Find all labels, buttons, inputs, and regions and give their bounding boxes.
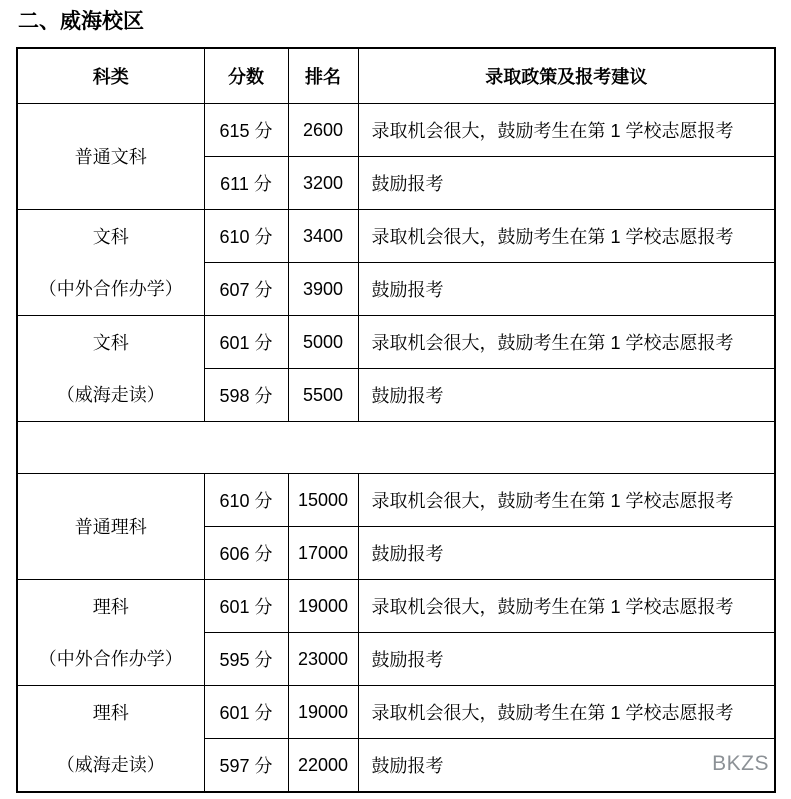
category-subname: （威海走读）: [56, 754, 165, 775]
advice-cell: 录取机会很大，鼓励考生在第 1 学校志愿报考: [358, 686, 775, 739]
category-name: 理科: [92, 702, 129, 723]
advice-cell: 鼓励报考: [358, 157, 775, 210]
header-rank: 排名: [288, 48, 358, 104]
spacer-cell: [17, 422, 775, 474]
rank-cell: 3900: [288, 263, 358, 316]
category-subname: （中外合作办学）: [38, 648, 183, 669]
table-row: [17, 686, 775, 739]
category-name: 普通理科: [74, 516, 147, 537]
admission-score-table: [16, 47, 776, 793]
category-cell: [17, 316, 204, 422]
score-cell: 610 分: [204, 210, 288, 263]
category-name: 文科: [92, 332, 129, 353]
advice-cell: 鼓励报考: [358, 369, 775, 422]
table-row: [17, 474, 775, 527]
category-cell: [17, 210, 204, 316]
advice-cell: 鼓励报考: [358, 527, 775, 580]
rank-cell: 23000: [288, 633, 358, 686]
score-cell: 595 分: [204, 633, 288, 686]
score-cell: 597 分: [204, 739, 288, 793]
category-cell: [17, 104, 204, 210]
score-cell: 601 分: [204, 316, 288, 369]
category-name: 理科: [92, 596, 129, 617]
rank-cell: 19000: [288, 580, 358, 633]
advice-cell: 录取机会很大，鼓励考生在第 1 学校志愿报考: [358, 316, 775, 369]
score-cell: 607 分: [204, 263, 288, 316]
category-name: 文科: [92, 226, 129, 247]
advice-cell: 录取机会很大，鼓励考生在第 1 学校志愿报考: [358, 104, 775, 157]
page-title: 二、威海校区: [18, 10, 144, 33]
score-cell: 606 分: [204, 527, 288, 580]
rank-cell: 5000: [288, 316, 358, 369]
advice-cell: 鼓励报考: [358, 633, 775, 686]
category-name: 普通文科: [74, 146, 147, 167]
rank-cell: 19000: [288, 686, 358, 739]
advice-cell: 录取机会很大，鼓励考生在第 1 学校志愿报考: [358, 474, 775, 527]
header-category: 科类: [17, 48, 204, 104]
score-cell: 601 分: [204, 686, 288, 739]
category-subname: （中外合作办学）: [38, 278, 183, 299]
rank-cell: 17000: [288, 527, 358, 580]
category-cell: [17, 580, 204, 686]
score-cell: 601 分: [204, 580, 288, 633]
advice-cell: 鼓励报考: [358, 263, 775, 316]
category-cell: [17, 686, 204, 793]
table-row: [17, 316, 775, 369]
watermark-text: BKZS: [712, 752, 769, 775]
rank-cell: 15000: [288, 474, 358, 527]
header-row: [17, 48, 775, 104]
score-cell: 611 分: [204, 157, 288, 210]
header-advice: 录取政策及报考建议: [358, 48, 775, 104]
table-row: [17, 580, 775, 633]
score-cell: 610 分: [204, 474, 288, 527]
advice-cell: 录取机会很大，鼓励考生在第 1 学校志愿报考: [358, 580, 775, 633]
rank-cell: 22000: [288, 739, 358, 793]
table-row: [17, 210, 775, 263]
score-cell: 615 分: [204, 104, 288, 157]
rank-cell: 3200: [288, 157, 358, 210]
advice-cell: 录取机会很大，鼓励考生在第 1 学校志愿报考: [358, 210, 775, 263]
advice-cell: 鼓励报考: [358, 739, 775, 793]
rank-cell: 2600: [288, 104, 358, 157]
spacer-row: [17, 422, 775, 474]
header-score: 分数: [204, 48, 288, 104]
table-row: [17, 104, 775, 157]
category-cell: [17, 474, 204, 580]
rank-cell: 3400: [288, 210, 358, 263]
score-cell: 598 分: [204, 369, 288, 422]
category-subname: （威海走读）: [56, 384, 165, 405]
rank-cell: 5500: [288, 369, 358, 422]
